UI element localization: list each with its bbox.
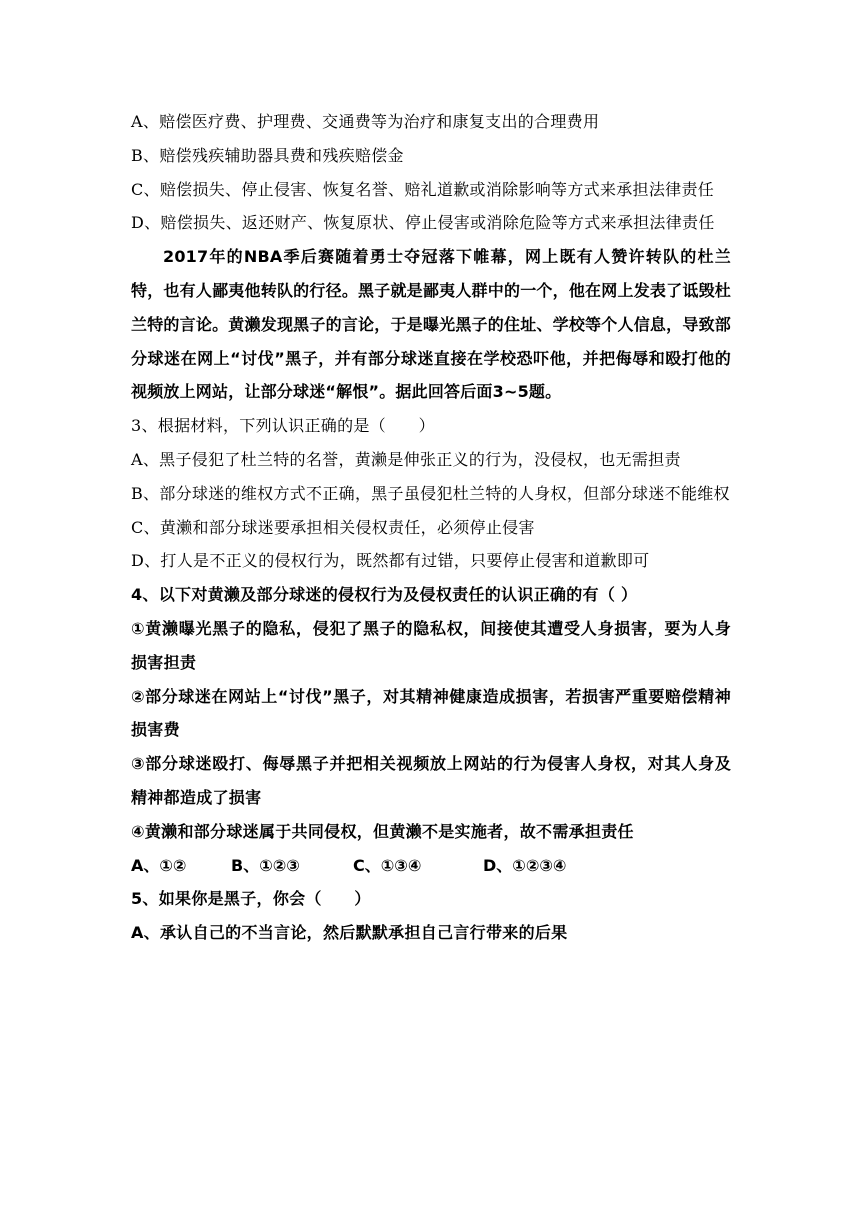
q3-option-a: A、黑子侵犯了杜兰特的名誉，黄濑是伸张正义的行为，没侵权，也无需担责 (131, 449, 681, 469)
q3-option-b: B、部分球迷的维权方式不正确，黑子虽侵犯杜兰特的人身权，但部分球迷不能维权 (131, 483, 730, 503)
q4-statement-1: ①黄濑曝光黑子的隐私，侵犯了黑子的隐私权，间接使其遭受人身损害，要为人身损害担责 (131, 618, 731, 672)
q2-option-c: C、赔偿损失、停止侵害、恢复名誉、赔礼道歉或消除影响等方式来承担法律责任 (131, 179, 715, 199)
q3-option-c: C、黄濑和部分球迷要承担相关侵权责任，必须停止侵害 (131, 517, 535, 537)
q4-stem: 4、以下对黄濑及部分球迷的侵权行为及侵权责任的认识正确的有（ ） (131, 585, 638, 605)
q4-statement-4: ④黄濑和部分球迷属于共同侵权，但黄濑不是实施者，故不需承担责任 (131, 821, 634, 841)
q4-choice-d: D、①②③④ (483, 855, 567, 875)
q3-stem: 3、根据材料，下列认识正确的是（ ） (131, 416, 435, 436)
document-page (131, 105, 731, 950)
q4-choices (131, 849, 731, 883)
q4-choice-c: C、①③④ (353, 855, 422, 875)
q5-stem: 5、如果你是黑子，你会（ ） (131, 889, 371, 909)
q4-statement-2: ②部分球迷在网站上“讨伐”黑子，对其精神健康造成损害，若损害严重要赔偿精神损害费 (131, 686, 731, 740)
q2-option-d: D、赔偿损失、返还财产、恢复原状、停止侵害或消除危险等方式来承担法律责任 (131, 213, 715, 233)
q2-option-b: B、赔偿残疾辅助器具费和残疾赔偿金 (131, 145, 404, 165)
q4-statement-3: ③部分球迷殴打、侮辱黑子并把相关视频放上网站的行为侵害人身权，对其人身及精神都造成了损害 (131, 754, 731, 807)
reading-passage: 2017年的NBA季后赛随着勇士夺冠落下帷幕，网上既有人赞许转队的杜兰特，也有人鄙夷他转队的行径。黑子就是鄙夷人群中的一个，他在网上发表了诋毁杜兰特的言论。黄濑发现黑子的言论，于是曝光黑子的住址、学校等个人信息，导致部分球迷在网上“讨伐”黑子，并有部分球迷直接在学校恐吓他，并把侮辱和殴打他的视频放上网站，让部分球迷“解恨”。据此回答后面3~5题。 (131, 247, 731, 402)
q5-option-a: A、承认自己的不当言论，然后默默承担自己言行带来的后果 (131, 923, 568, 943)
q2-option-a: A、赔偿医疗费、护理费、交通费等为治疗和康复支出的合理费用 (131, 112, 600, 131)
q4-choice-a: A、①② (131, 855, 187, 875)
q4-choice-b: B、①②③ (231, 855, 300, 875)
q3-option-d: D、打人是不正义的侵权行为，既然都有过错，只要停止侵害和道歉即可 (131, 551, 650, 571)
